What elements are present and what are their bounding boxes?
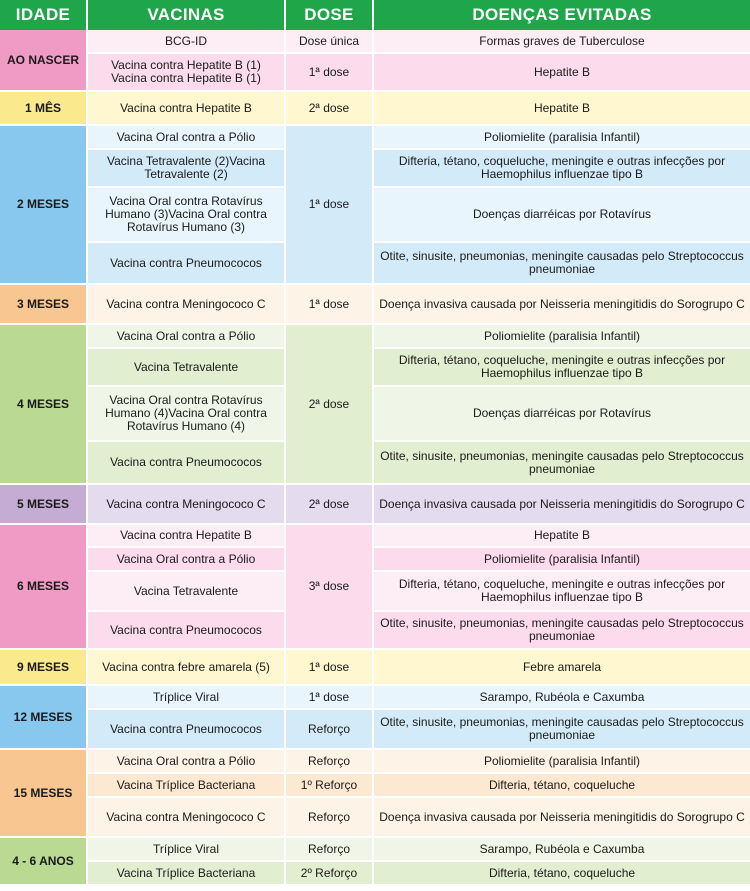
vaccine-cell: Vacina Tetravalente xyxy=(87,348,285,386)
disease-cell: Difteria, tétano, coqueluche, meningite e outras infecções por Haemophilus influenzae tipo B xyxy=(373,149,750,187)
dose-cell: 1ª dose xyxy=(285,649,373,685)
age-cell: 4 MESES xyxy=(0,324,87,484)
dose-cell: 1ª dose xyxy=(285,125,373,284)
vaccine-cell: Tríplice Viral xyxy=(87,685,285,709)
vaccine-cell: Vacina contra Hepatite B (1) Vacina contra Hepatite B (1) xyxy=(87,53,285,91)
vaccine-cell: Vacina Oral contra Rotavírus Humano (3)Vacina Oral contra Rotavírus Humano (3) xyxy=(87,187,285,242)
disease-cell: Febre amarela xyxy=(373,649,750,685)
disease-cell: Poliomielite (paralisia Infantil) xyxy=(373,125,750,149)
table-row xyxy=(0,797,750,837)
vaccine-cell: Vacina Oral contra a Pólio xyxy=(87,749,285,773)
vaccine-cell: Vacina Oral contra Rotavírus Humano (4)Vacina Oral contra Rotavírus Humano (4) xyxy=(87,386,285,441)
header-vacinas: VACINAS xyxy=(87,0,285,30)
age-cell: 3 MESES xyxy=(0,284,87,324)
vaccine-cell: Vacina Tríplice Bacteriana xyxy=(87,861,285,885)
vaccine-cell: BCG-ID xyxy=(87,30,285,53)
disease-cell: Hepatite B xyxy=(373,91,750,125)
table-row xyxy=(0,386,750,441)
vaccine-cell: Vacina Oral contra a Pólio xyxy=(87,125,285,149)
dose-cell: Reforço xyxy=(285,837,373,861)
table-row xyxy=(0,524,750,547)
group-4-meses xyxy=(0,324,750,484)
dose-cell: 2ª dose xyxy=(285,484,373,524)
group-9-meses xyxy=(0,649,750,685)
group-1-mes xyxy=(0,91,750,125)
disease-cell: Doença invasiva causada por Neisseria meningitidis do Sorogrupo C xyxy=(373,284,750,324)
table-row xyxy=(0,348,750,386)
group-5-meses xyxy=(0,484,750,524)
disease-cell: Otite, sinusite, pneumonias, meningite causadas pelo Streptococcus pneumoniae xyxy=(373,242,750,284)
table-row xyxy=(0,837,750,861)
disease-cell: Poliomielite (paralisia Infantil) xyxy=(373,749,750,773)
disease-cell: Doença invasiva causada por Neisseria meningitidis do Sorogrupo C xyxy=(373,484,750,524)
table-header xyxy=(0,0,750,30)
disease-cell: Poliomielite (paralisia Infantil) xyxy=(373,547,750,571)
dose-cell: Reforço xyxy=(285,797,373,837)
table-row xyxy=(0,91,750,125)
vaccine-cell: Vacina contra Meningococo C xyxy=(87,284,285,324)
age-cell: 6 MESES xyxy=(0,524,87,649)
disease-cell: Sarampo, Rubéola e Caxumba xyxy=(373,837,750,861)
table-row xyxy=(0,709,750,749)
header-idade: IDADE xyxy=(0,0,87,30)
age-cell: 4 - 6 ANOS xyxy=(0,837,87,885)
dose-cell: 2º Reforço xyxy=(285,861,373,885)
age-cell: 2 MESES xyxy=(0,125,87,284)
vaccine-cell: Vacina contra Pneumococos xyxy=(87,242,285,284)
vaccine-cell: Vacina contra Pneumococos xyxy=(87,441,285,484)
table-row xyxy=(0,484,750,524)
disease-cell: Doenças diarréicas por Rotavírus xyxy=(373,187,750,242)
vaccine-cell: Vacina Tríplice Bacteriana xyxy=(87,773,285,797)
table-row xyxy=(0,571,750,611)
vaccine-cell: Vacina contra febre amarela (5) xyxy=(87,649,285,685)
table-row xyxy=(0,611,750,649)
vaccine-cell: Vacina contra Meningococo C xyxy=(87,797,285,837)
disease-cell: Hepatite B xyxy=(373,53,750,91)
vaccine-cell: Vacina contra Pneumococos xyxy=(87,709,285,749)
disease-cell: Formas graves de Tuberculose xyxy=(373,30,750,53)
dose-cell: Reforço xyxy=(285,749,373,773)
vaccine-cell: Vacina Tetravalente xyxy=(87,571,285,611)
dose-cell: 1ª dose xyxy=(285,284,373,324)
vaccine-cell: Vacina contra Meningococo C xyxy=(87,484,285,524)
table-row xyxy=(0,547,750,571)
header-dose: DOSE xyxy=(285,0,373,30)
group-12-meses xyxy=(0,685,750,749)
table-row xyxy=(0,773,750,797)
dose-cell: 1º Reforço xyxy=(285,773,373,797)
table-row xyxy=(0,284,750,324)
disease-cell: Difteria, tétano, coqueluche xyxy=(373,773,750,797)
group-3-meses xyxy=(0,284,750,324)
disease-cell: Difteria, tétano, coqueluche xyxy=(373,861,750,885)
disease-cell: Doença invasiva causada por Neisseria meningitidis do Sorogrupo C xyxy=(373,797,750,837)
table-row xyxy=(0,749,750,773)
dose-cell: 2ª dose xyxy=(285,324,373,484)
table-row xyxy=(0,649,750,685)
age-cell: AO NASCER xyxy=(0,30,87,91)
dose-cell: 3ª dose xyxy=(285,524,373,649)
group-6-meses xyxy=(0,524,750,649)
table-row xyxy=(0,324,750,348)
table-row xyxy=(0,187,750,242)
disease-cell: Hepatite B xyxy=(373,524,750,547)
group-4-6-anos xyxy=(0,837,750,885)
table-row xyxy=(0,685,750,709)
age-cell: 1 MÊS xyxy=(0,91,87,125)
dose-cell: 2ª dose xyxy=(285,91,373,125)
vaccine-cell: Vacina contra Hepatite B xyxy=(87,524,285,547)
table-row xyxy=(0,125,750,149)
dose-cell: 1ª dose xyxy=(285,53,373,91)
table-row xyxy=(0,861,750,885)
vaccine-cell: Vacina Tetravalente (2)Vacina Tetravalente (2) xyxy=(87,149,285,187)
disease-cell: Difteria, tétano, coqueluche, meningite e outras infecções por Haemophilus influenzae tipo B xyxy=(373,348,750,386)
table-row xyxy=(0,441,750,484)
group-ao-nascer xyxy=(0,30,750,91)
disease-cell: Sarampo, Rubéola e Caxumba xyxy=(373,685,750,709)
dose-cell: Reforço xyxy=(285,709,373,749)
table-row xyxy=(0,30,750,53)
disease-cell: Otite, sinusite, pneumonias, meningite causadas pelo Streptococcus pneumoniae xyxy=(373,709,750,749)
dose-cell: Dose única xyxy=(285,30,373,53)
table-row xyxy=(0,53,750,91)
age-cell: 9 MESES xyxy=(0,649,87,685)
group-2-meses xyxy=(0,125,750,284)
vaccine-cell: Vacina contra Hepatite B xyxy=(87,91,285,125)
vaccine-cell: Vacina Oral contra a Pólio xyxy=(87,324,285,348)
disease-cell: Otite, sinusite, pneumonias, meningite causadas pelo Streptococcus pneumoniae xyxy=(373,611,750,649)
disease-cell: Poliomielite (paralisia Infantil) xyxy=(373,324,750,348)
age-cell: 12 MESES xyxy=(0,685,87,749)
disease-cell: Otite, sinusite, pneumonias, meningite causadas pelo Streptococcus pneumoniae xyxy=(373,441,750,484)
vaccine-cell: Vacina contra Pneumococos xyxy=(87,611,285,649)
age-cell: 15 MESES xyxy=(0,749,87,837)
table-row xyxy=(0,149,750,187)
disease-cell: Doenças diarréicas por Rotavírus xyxy=(373,386,750,441)
dose-cell: 1ª dose xyxy=(285,685,373,709)
age-cell: 5 MESES xyxy=(0,484,87,524)
table-row xyxy=(0,242,750,284)
header-doencas: DOENÇAS EVITADAS xyxy=(373,0,750,30)
vaccine-cell: Vacina Oral contra a Pólio xyxy=(87,547,285,571)
disease-cell: Difteria, tétano, coqueluche, meningite e outras infecções por Haemophilus influenzae tipo B xyxy=(373,571,750,611)
group-15-meses xyxy=(0,749,750,837)
vaccine-cell: Tríplice Viral xyxy=(87,837,285,861)
